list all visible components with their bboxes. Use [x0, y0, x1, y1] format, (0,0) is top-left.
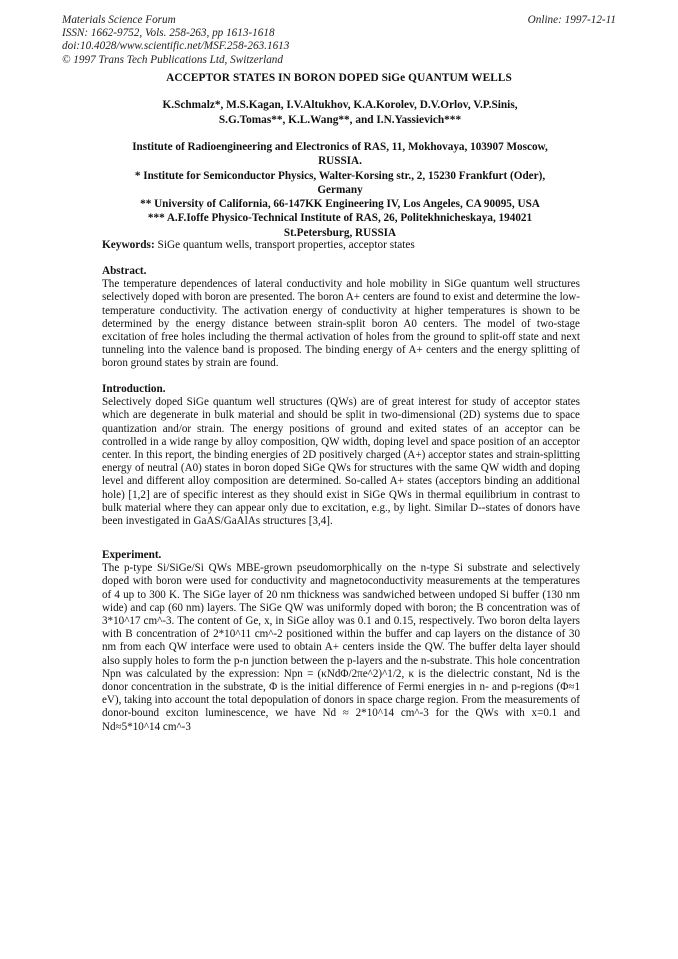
keywords-text: SiGe quantum wells, transport properties, acceptor states: [157, 239, 415, 251]
keywords-label: Keywords:: [102, 239, 155, 251]
affiliation-line: St.Petersburg, RUSSIA: [283, 226, 397, 239]
online-date: Online: 1997-12-11: [527, 14, 616, 26]
abstract-text: The temperature dependences of lateral conductivity and hole mobility in SiGe quantum well structures selectively doped with boron are presented. The boron A+ centers are found to exist and determine the low-temperature conductivity. The activation energy of conductivity at higher temperatures is shown to be determined by the energy distance between strain-split boron A0 centers. The model of two-stage excitation of free holes including the thermal activation of holes from the ground to split-off state and next tunneling into the valence band is proposed. The binding energy of A+ centers and the energy splitting of boron ground states by strain are found.: [102, 278, 580, 370]
introduction-heading: Introduction.: [102, 383, 166, 395]
journal-header: [62, 14, 289, 67]
author-list: [90, 98, 590, 127]
experiment-text: The p-type Si/SiGe/Si QWs MBE-grown pseudomorphically on the n-type Si substrate and selectively doped with boron were used for conductivity and magnetoconductivity measurements at the temperatures of 4 up to 300 K. The SiGe layer of 20 nm thickness was sandwiched between undoped Si buffer (130 nm wide) and cap (60 nm) layers. The SiGe QW was uniformly doped with boron; the B concentration was of 3*10^17 cm^-3. The content of Ge, x, in SiGe alloy was 0.1 and 0.15, respectively. Two boron delta layers with B concentration of 2*10^11 cm^-2 positioned within the buffer and cap layers on the distance of 30 nm from each QW interface were used to obtain A+ centers inside the QW. The buffer delta layer should also supply holes to form the p-n junction between the p-layers and the n-substrate. This hole concentration Npn was calculated by the expression: Npn = (κNdΦ/2πe^2)^1/2, κ is the dielectric constant, Nd is the donor concentration in the substrate, Φ is the initial difference of Fermi energies in n- and p-regions (Φ≈1 eV), taking into account the total depopulation of donors in space charge region. From the measurements of donor-bound exciton luminescence, we have Nd ≈ 2*10^14 cm^-3 for the QWs with x=0.1 and Nd≈5*10^14 cm^-3: [102, 562, 580, 733]
experiment-heading: Experiment.: [102, 549, 162, 561]
affiliation-line: Institute of Radioengineering and Electronics of RAS, 11, Mokhovaya, 103907 Moscow,: [132, 141, 548, 153]
experiment-section: [102, 549, 580, 734]
abstract-heading: Abstract.: [102, 265, 147, 277]
issn: ISSN: 1662-9752, Vols. 258-263, pp 1613-1618: [62, 27, 275, 40]
doi: doi:10.4028/www.scientific.net/MSF.258-263.1613: [62, 40, 290, 53]
affiliation-line: * Institute for Semiconductor Physics, Walter-Korsing str., 2, 15230 Frankfurt (Oder),: [134, 169, 546, 182]
affiliation-line: RUSSIA.: [318, 155, 362, 168]
affiliation-line: *** A.F.Ioffe Physico-Technical Institute of RAS, 26, Politekhnicheskaya, 194021: [147, 212, 533, 225]
copyright: © 1997 Trans Tech Publications Ltd, Switzerland: [62, 53, 283, 66]
affiliation-line: Germany: [317, 183, 363, 196]
introduction-text: Selectively doped SiGe quantum well structures (QWs) are of great interest for study of acceptor states which are degenerate in bulk material and should be split in two-dimensional (2D) systems due to space quantization and/or strain. The energy positions of ground and exited states of an acceptor can be controlled in a wide range by alloy composition, QW width, doping level and space position of an acceptor center. In this report, the binding energies of 2D positively charged (A+) acceptor states and strain-splitting energy of neutral (A0) states in boron doped SiGe QWs for structures with the same QW width and doping level and different alloy composition are determined. So-called A+ states (acceptors binding an additional hole) [1,2] are of specific interest as they should exist in SiGe QWs in thermal equilibrium in contrast to bulk material where they can appear only due to excitation, e.g., by light. Similar D--states of donors have been investigated in GaAS/GaAlAs structures [3,4].: [102, 396, 580, 528]
affiliations: [80, 140, 600, 240]
paper-title: ACCEPTOR STATES IN BORON DOPED SiGe QUANTUM WELLS: [166, 72, 512, 84]
author-line-2: S.G.Tomas**, K.L.Wang**, and I.N.Yassievich***: [218, 113, 462, 126]
affiliation-line: ** University of California, 66-147KK Engineering IV, Los Angeles, CA 90095, USA: [140, 198, 540, 211]
introduction-section: [102, 383, 580, 528]
abstract-section: [102, 265, 580, 371]
journal-name: Materials Science Forum: [62, 14, 176, 26]
keywords: [102, 239, 580, 251]
author-line-1: K.Schmalz*, M.S.Kagan, I.V.Altukhov, K.A.Korolev, D.V.Orlov, V.P.Sinis,: [162, 99, 518, 111]
